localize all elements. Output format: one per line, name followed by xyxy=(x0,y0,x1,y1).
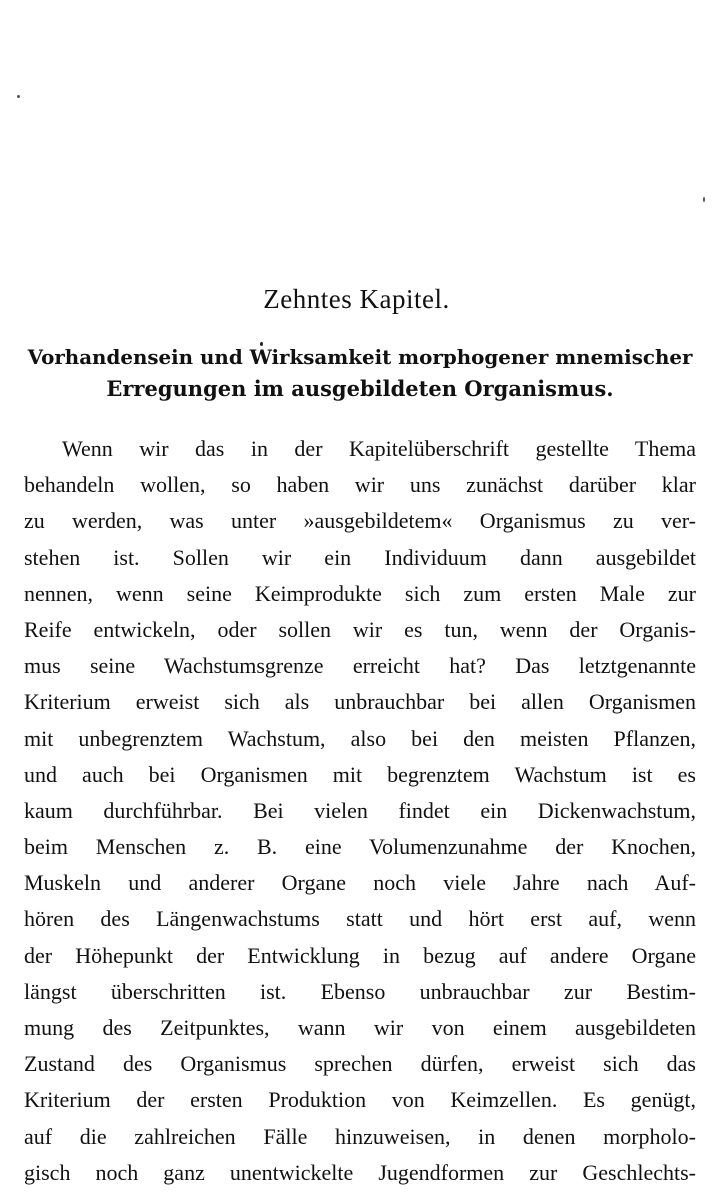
paper-speck xyxy=(17,95,20,98)
text-line: nennen, wenn seine Keimprodukte sich zum ersten Male zur xyxy=(24,580,696,606)
text-line: längst überschritten ist. Ebenso unbrauchbar zur Bestim- xyxy=(24,978,696,1004)
text-line: mus seine Wachstumsgrenze erreicht hat? Das letztgenannte xyxy=(24,653,696,679)
text-line: stehen ist. Sollen wir ein Individuum dann ausgebildet xyxy=(24,544,696,570)
text-line: mit unbegrenztem Wachstum, also bei den meisten Pflanzen, xyxy=(24,725,696,751)
text-line: behandeln wollen, so haben wir uns zunächst darüber klar xyxy=(24,472,696,498)
text-line: hören des Längenwachstums statt und hört erst auf, wenn xyxy=(24,906,696,932)
chapter-heading: Zehntes Kapitel. xyxy=(263,284,450,314)
text-line: kaum durchführbar. Bei vielen findet ein Dickenwachstum, xyxy=(24,797,696,823)
body-text xyxy=(24,431,696,1191)
text-line: Zustand des Organismus sprechen dürfen, erweist sich das xyxy=(24,1051,696,1077)
text-line: zu werden, was unter »ausgebildetem« Organismus zu ver- xyxy=(24,508,696,534)
subtitle-line: Vorhandensein und Wirksamkeit morphogener mnemischer xyxy=(27,345,693,369)
text-line: gisch noch ganz unentwickelte Jugendformen zur Geschlechts- xyxy=(24,1159,696,1185)
chapter-subtitle xyxy=(24,342,696,404)
text-line: Muskeln und anderer Organe noch viele Jahre nach Auf- xyxy=(24,870,696,896)
text-line: der Höhepunkt der Entwicklung in bezug auf andere Organe xyxy=(24,942,696,968)
text-line: mung des Zeitpunktes, wann wir von einem ausgebildeten xyxy=(24,1015,696,1040)
text-line: Wenn wir das in der Kapitelüberschrift gestellte Thema xyxy=(62,436,696,461)
text-line: Kriterium erweist sich als unbrauchbar bei allen Organismen xyxy=(24,689,696,715)
subtitle-line: Erregungen im ausgebildeten Organismus. xyxy=(106,376,614,401)
text-line: beim Menschen z. B. eine Volumenzunahme der Knochen, xyxy=(24,834,696,860)
text-line: Kriterium der ersten Produktion von Keimzellen. Es genügt, xyxy=(24,1087,696,1113)
text-line: auf die zahlreichen Fälle hinzuweisen, in denen morpholo- xyxy=(24,1123,696,1149)
text-line: und auch bei Organismen mit begrenztem Wachstum ist es xyxy=(24,761,696,787)
text-line: Reife entwickeln, oder sollen wir es tun, wenn der Organis- xyxy=(24,616,696,642)
paper-speck xyxy=(703,197,705,202)
